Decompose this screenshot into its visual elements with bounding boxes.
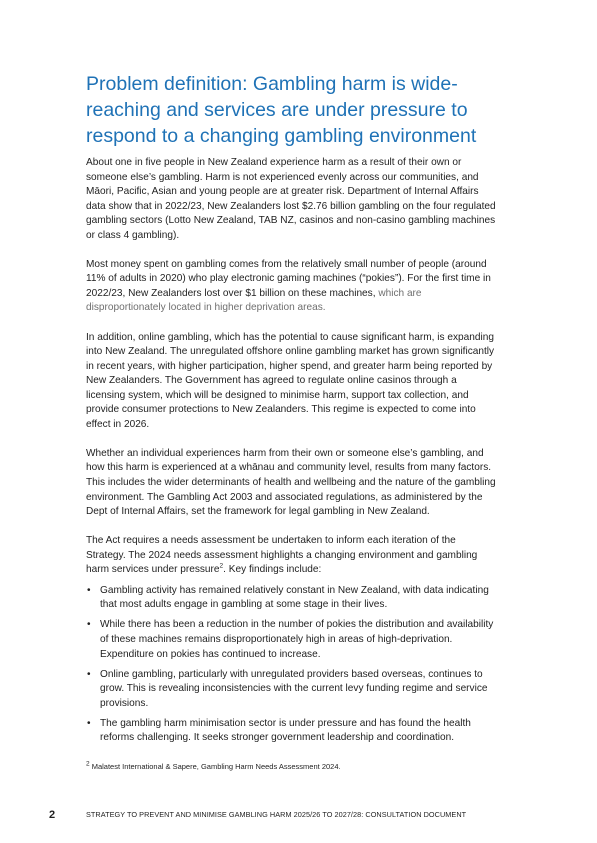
finding-text: Online gambling, particularly with unregulated providers based overseas, continues to grow. This is revealing inconsistencies with the current levy funding regime and service provisions. [100, 668, 488, 709]
footnote-text: Malatest International & Sapere, Gambling Harm Needs Assessment 2024. [89, 762, 341, 771]
paragraph-prevalence: About one in five people in New Zealand experience harm as a result of their own or someone else’s gambling. Harm is not experienced evenly across our communities, and Māori, Pacific, Asian and young people are at greater risk. Department of Internal Affairs data show that in 2022/23, New Zealanders lost $2.76 billion gambling on the four regulated gambling sectors (Lotto New Zealand, TAB NZ, casinos and non-casino gambling machines or class 4 gambling). [86, 157, 496, 241]
page-number: 2 [49, 809, 56, 821]
list-item [86, 584, 498, 613]
list-item [86, 717, 498, 746]
footnote [86, 762, 506, 772]
key-findings-list [86, 584, 498, 746]
section-heading: Problem definition: Gambling harm is wide-reaching and services are under pressure to respond to a changing gambling environment [86, 73, 477, 147]
finding-text: While there has been a reduction in the number of pokies the distribution and availability of these machines remains disproportionately high in areas of high-deprivation. Expenditure on pokies has continued to increase. [100, 619, 494, 660]
document-title: STRATEGY TO PREVENT AND MINIMISE GAMBLING HARM 2025/26 TO 2027/28: CONSULTATION DOCUMENT [86, 810, 467, 819]
bullet-icon: • [87, 619, 91, 631]
page-footer [0, 809, 597, 823]
finding-text: The gambling harm minimisation sector is under pressure and has found the health reforms challenging. It seeks stronger government leadership and coordination. [100, 717, 471, 744]
needs-assessment-text: The Act requires a needs assessment be undertaken to inform each iteration of the Strategy. The 2024 needs assessment highlights a changing environment and gambling harm services under pressure [86, 535, 478, 576]
finding-text: Gambling activity has remained relatively constant in New Zealand, with data indicating that most adults engage in gambling at some stage in their lives. [100, 584, 489, 611]
body-text [86, 156, 498, 751]
paragraph-harm-factors: Whether an individual experiences harm from their own or someone else’s gambling, and how this harm is experienced at a whānau and community level, results from many factors. This includes the wider determinants of health and wellbeing and the nature of the gambling environment. The Gambling Act 2003 and associated regulations, as administered by the Dept of Internal Affairs, set the framework for legal gambling in New Zealand. [86, 447, 496, 518]
list-item [86, 668, 498, 712]
paragraph-online-gambling: In addition, online gambling, which has the potential to cause significant harm, is expanding into New Zealand. The unregulated offshore online gambling market has grown significantly in recent years, with higher participation, higher spend, and greater harm being reported by New Zealanders. The Government has agreed to regulate online casinos through a licensing system, which will be designed to minimise harm, support tax collection, and provide consumer protections to New Zealanders. This regime is expected to come into effect in 2026. [86, 331, 495, 430]
paragraph-pokies-deprivation: which are disproportionately located in higher deprivation areas. [86, 287, 422, 314]
paragraph-pokies-main: Most money spent on gambling comes from the relatively small number of people (around 11% of adults in 2020) who play electronic gaming machines (“pokies”). For the first time in 2022/23, New Zealanders lost over $1 billion on these machines, [86, 258, 491, 299]
paragraph-pokies [86, 258, 498, 316]
bullet-icon: • [87, 584, 91, 596]
bullet-icon: • [87, 668, 91, 680]
footnote-marker: 2 [86, 760, 90, 768]
paragraph-needs-assessment [86, 534, 498, 578]
list-item [86, 618, 498, 662]
needs-assessment-text-end: . Key findings include: [223, 564, 322, 576]
footnote-reference[interactable]: 2 [219, 562, 224, 570]
bullet-icon: • [87, 717, 91, 729]
